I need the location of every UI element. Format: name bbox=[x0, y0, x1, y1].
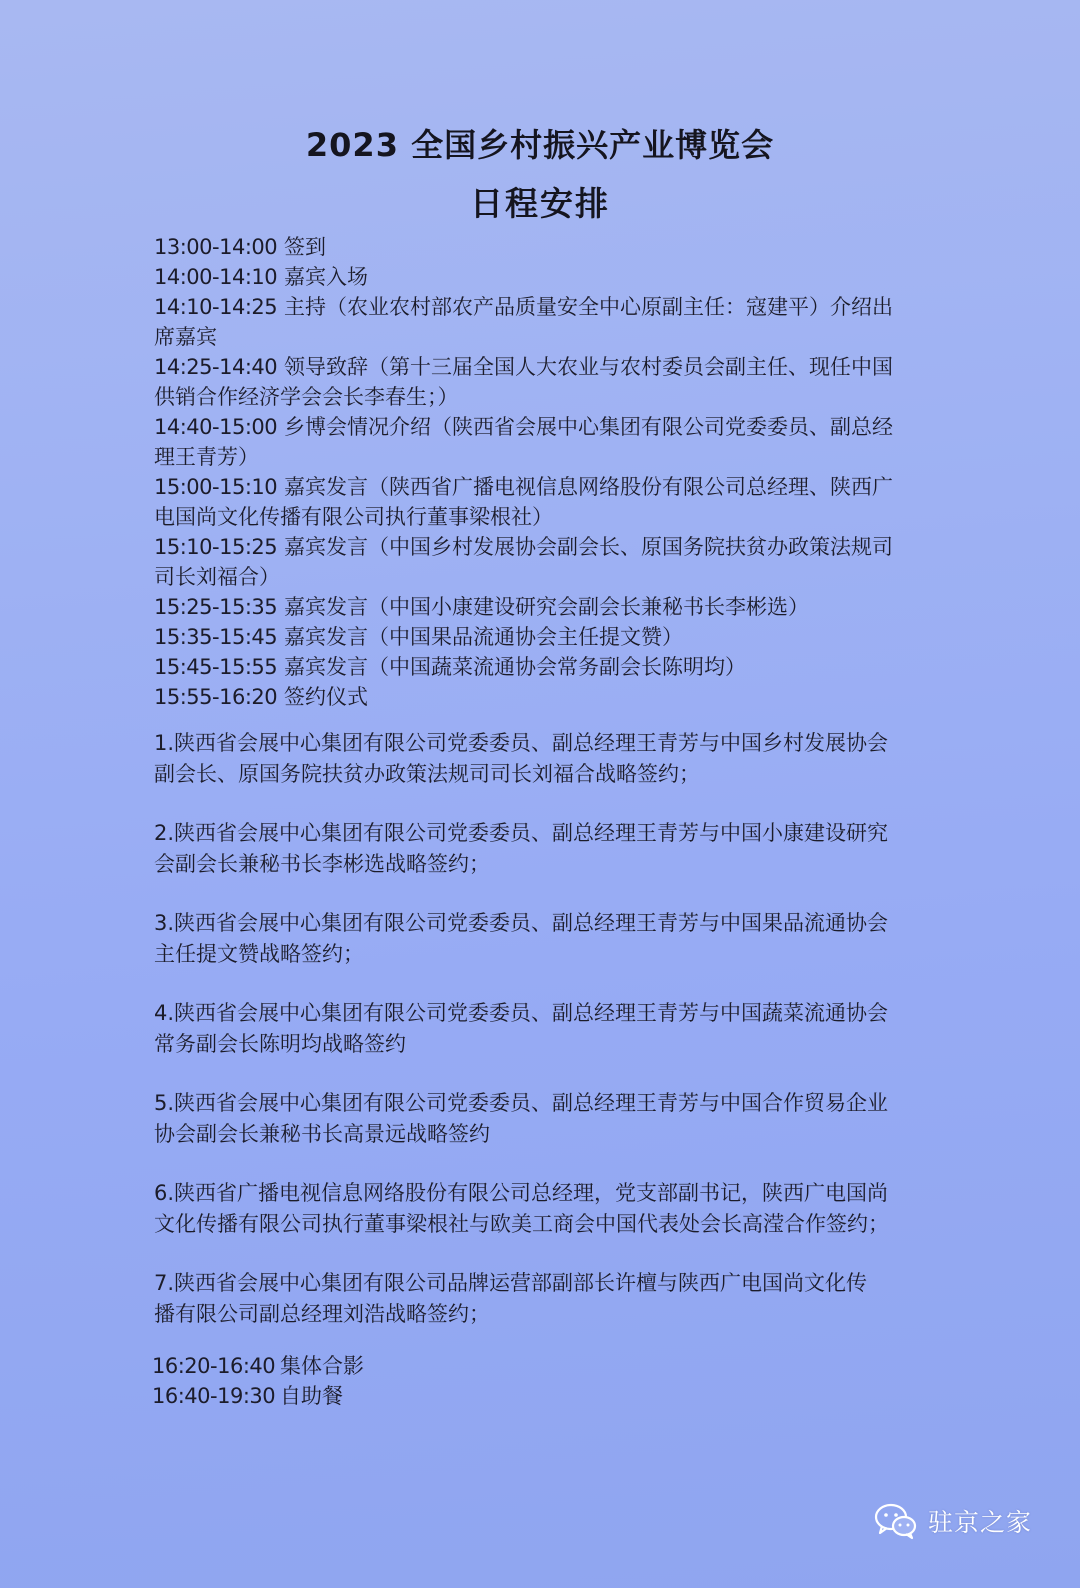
wechat-icon bbox=[874, 1502, 918, 1540]
schedule-time: 14:40-15:00 bbox=[154, 415, 278, 439]
closing-schedule bbox=[152, 1351, 752, 1411]
schedule-time: 15:25-15:35 bbox=[154, 595, 278, 619]
signing-line: 3.陕西省会展中心集团有限公司党委委员、副总经理王青芳与中国果品流通协会 bbox=[154, 911, 889, 935]
schedule-desc-cont: 电国尚文化传播有限公司执行董事梁根社） bbox=[154, 505, 553, 529]
schedule-desc: 嘉宾发言（中国蔬菜流通协会常务副会长陈明均） bbox=[284, 655, 746, 679]
schedule-row bbox=[154, 472, 924, 532]
schedule-row bbox=[152, 1381, 752, 1411]
schedule-desc: 集体合影 bbox=[280, 1354, 364, 1378]
schedule-desc-cont: 司长刘福合） bbox=[154, 565, 280, 589]
signing-item bbox=[154, 1178, 924, 1240]
schedule-time: 14:10-14:25 bbox=[154, 295, 278, 319]
schedule-row bbox=[152, 1351, 752, 1381]
schedule-time: 15:55-16:20 bbox=[154, 685, 278, 709]
schedule-desc: 自助餐 bbox=[280, 1384, 343, 1408]
schedule-desc-cont: 供销合作经济学会会长李春生；） bbox=[154, 385, 459, 409]
signing-line: 文化传播有限公司执行董事梁根社与欧美工商会中国代表处会长高滢合作签约； bbox=[154, 1212, 889, 1236]
signing-line: 常务副会长陈明均战略签约 bbox=[154, 1032, 406, 1056]
signing-list bbox=[154, 728, 924, 1358]
schedule-time: 15:35-15:45 bbox=[154, 625, 278, 649]
schedule-desc: 嘉宾入场 bbox=[284, 265, 368, 289]
signing-line: 1.陕西省会展中心集团有限公司党委委员、副总经理王青芳与中国乡村发展协会 bbox=[154, 731, 889, 755]
signing-line: 主任提文赞战略签约； bbox=[154, 942, 364, 966]
signing-item bbox=[154, 1268, 924, 1330]
signing-item bbox=[154, 728, 924, 790]
signing-line: 副会长、原国务院扶贫办政策法规司司长刘福合战略签约； bbox=[154, 762, 700, 786]
document-title: 2023 全国乡村振兴产业博览会 bbox=[305, 126, 775, 164]
document-subtitle: 日程安排 bbox=[470, 184, 610, 223]
schedule-row bbox=[154, 532, 924, 592]
schedule-time: 16:20-16:40 bbox=[152, 1354, 276, 1378]
schedule-row bbox=[154, 292, 924, 352]
schedule-desc: 主持（农业农村部农产品质量安全中心原副主任：寇建平）介绍出 bbox=[284, 295, 893, 319]
schedule-time: 15:00-15:10 bbox=[154, 475, 278, 499]
watermark-text: 驻京之家 bbox=[927, 1508, 1032, 1537]
watermark bbox=[874, 1502, 1032, 1540]
schedule-row bbox=[154, 232, 924, 262]
schedule-row bbox=[154, 412, 924, 472]
schedule-time: 13:00-14:00 bbox=[154, 235, 278, 259]
signing-line: 播有限公司副总经理刘浩战略签约； bbox=[154, 1302, 490, 1326]
signing-line: 5.陕西省会展中心集团有限公司党委委员、副总经理王青芳与中国合作贸易企业 bbox=[154, 1091, 889, 1115]
signing-line: 6.陕西省广播电视信息网络股份有限公司总经理，党支部副书记，陕西广电国尚 bbox=[154, 1181, 889, 1205]
schedule-list bbox=[154, 232, 924, 712]
signing-line: 4.陕西省会展中心集团有限公司党委委员、副总经理王青芳与中国蔬菜流通协会 bbox=[154, 1001, 889, 1025]
schedule-desc: 领导致辞（第十三届全国人大农业与农村委员会副主任、现任中国 bbox=[284, 355, 893, 379]
schedule-desc-cont: 席嘉宾 bbox=[154, 325, 217, 349]
schedule-time: 16:40-19:30 bbox=[152, 1384, 276, 1408]
schedule-row bbox=[154, 652, 924, 682]
schedule-desc: 乡博会情况介绍（陕西省会展中心集团有限公司党委委员、副总经 bbox=[284, 415, 893, 439]
schedule-row bbox=[154, 622, 924, 652]
signing-item bbox=[154, 1088, 924, 1150]
schedule-desc: 签到 bbox=[284, 235, 326, 259]
schedule-time: 15:45-15:55 bbox=[154, 655, 278, 679]
schedule-desc: 嘉宾发言（中国果品流通协会主任提文赞） bbox=[284, 625, 683, 649]
schedule-desc: 嘉宾发言（陕西省广播电视信息网络股份有限公司总经理、陕西广 bbox=[284, 475, 893, 499]
signing-line: 协会副会长兼秘书长高景远战略签约 bbox=[154, 1122, 490, 1146]
signing-line: 7.陕西省会展中心集团有限公司品牌运营部副部长许檀与陕西广电国尚文化传 bbox=[154, 1271, 868, 1295]
schedule-row bbox=[154, 352, 924, 412]
schedule-row bbox=[154, 592, 924, 622]
schedule-time: 15:10-15:25 bbox=[154, 535, 278, 559]
signing-line: 会副会长兼秘书长李彬选战略签约； bbox=[154, 852, 490, 876]
schedule-desc: 签约仪式 bbox=[284, 685, 368, 709]
signing-item bbox=[154, 908, 924, 970]
schedule-desc-cont: 理王青芳） bbox=[154, 445, 259, 469]
signing-item bbox=[154, 818, 924, 880]
schedule-desc: 嘉宾发言（中国乡村发展协会副会长、原国务院扶贫办政策法规司 bbox=[284, 535, 893, 559]
signing-line: 2.陕西省会展中心集团有限公司党委委员、副总经理王青芳与中国小康建设研究 bbox=[154, 821, 889, 845]
schedule-desc: 嘉宾发言（中国小康建设研究会副会长兼秘书长李彬选） bbox=[284, 595, 809, 619]
schedule-time: 14:25-14:40 bbox=[154, 355, 278, 379]
schedule-row bbox=[154, 682, 924, 712]
schedule-time: 14:00-14:10 bbox=[154, 265, 278, 289]
schedule-row bbox=[154, 262, 924, 292]
signing-item bbox=[154, 998, 924, 1060]
